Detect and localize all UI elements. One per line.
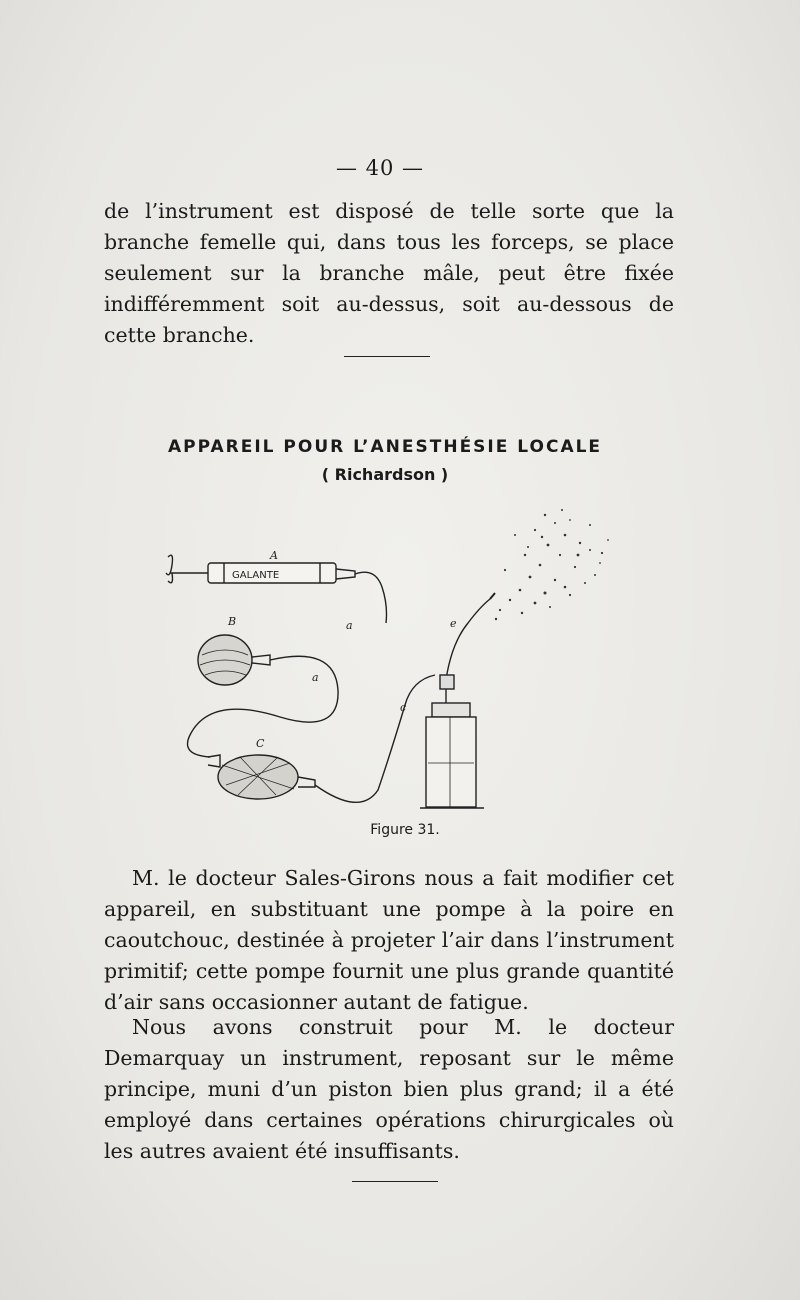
label-b: B xyxy=(228,615,237,628)
label-tube-c: c xyxy=(400,701,407,714)
paragraph-demarquay: Nous avons construit pour M. le docteur Demarquay un instrument, reposant sur le même principe, muni d’un piston bien plus grand; il a été employé dans certaines opérations chirurgicales où les autres avaient été insuffisants. xyxy=(104,1015,674,1163)
label-c: C xyxy=(256,737,265,750)
label-a: A xyxy=(270,549,278,562)
label-tube-a2: a xyxy=(312,671,319,684)
page-number: — 40 — xyxy=(335,156,425,180)
figure-caption: Figure 31. xyxy=(370,822,440,838)
spray-bottle xyxy=(420,593,495,808)
anesthesia-apparatus-illustration xyxy=(150,495,630,825)
label-tube-a1: a xyxy=(346,619,353,632)
pump-a xyxy=(166,555,387,623)
section-title: APPAREIL POUR L’ANESTHÉSIE LOCALE xyxy=(167,437,603,457)
paragraph-sales-girons: M. le docteur Sales-Girons nous a fait modifier cet appareil, en substituant une pompe à la poire en caoutchouc, destinée à projeter l’air dans l’instrument primitif; cette pompe fournit une plus grande quantité d’air sans occasionner autant de fatigue. xyxy=(104,866,674,1014)
spray-mist xyxy=(495,509,609,620)
paragraph-forceps-continuation: de l’instrument est disposé de telle sorte que la branche femelle qui, dans tous les forceps, se place seulement sur la branche mâle, peut être fixée indifféremment soit au-dessus, soit au-dessous de cette branche. xyxy=(104,199,674,347)
label-tube-e: e xyxy=(450,617,457,630)
closing-divider xyxy=(352,1181,438,1182)
section-divider xyxy=(344,356,430,357)
label-galante: GALANTE xyxy=(232,570,280,581)
section-subtitle: ( Richardson ) xyxy=(321,465,449,484)
bulb-c xyxy=(208,675,435,802)
